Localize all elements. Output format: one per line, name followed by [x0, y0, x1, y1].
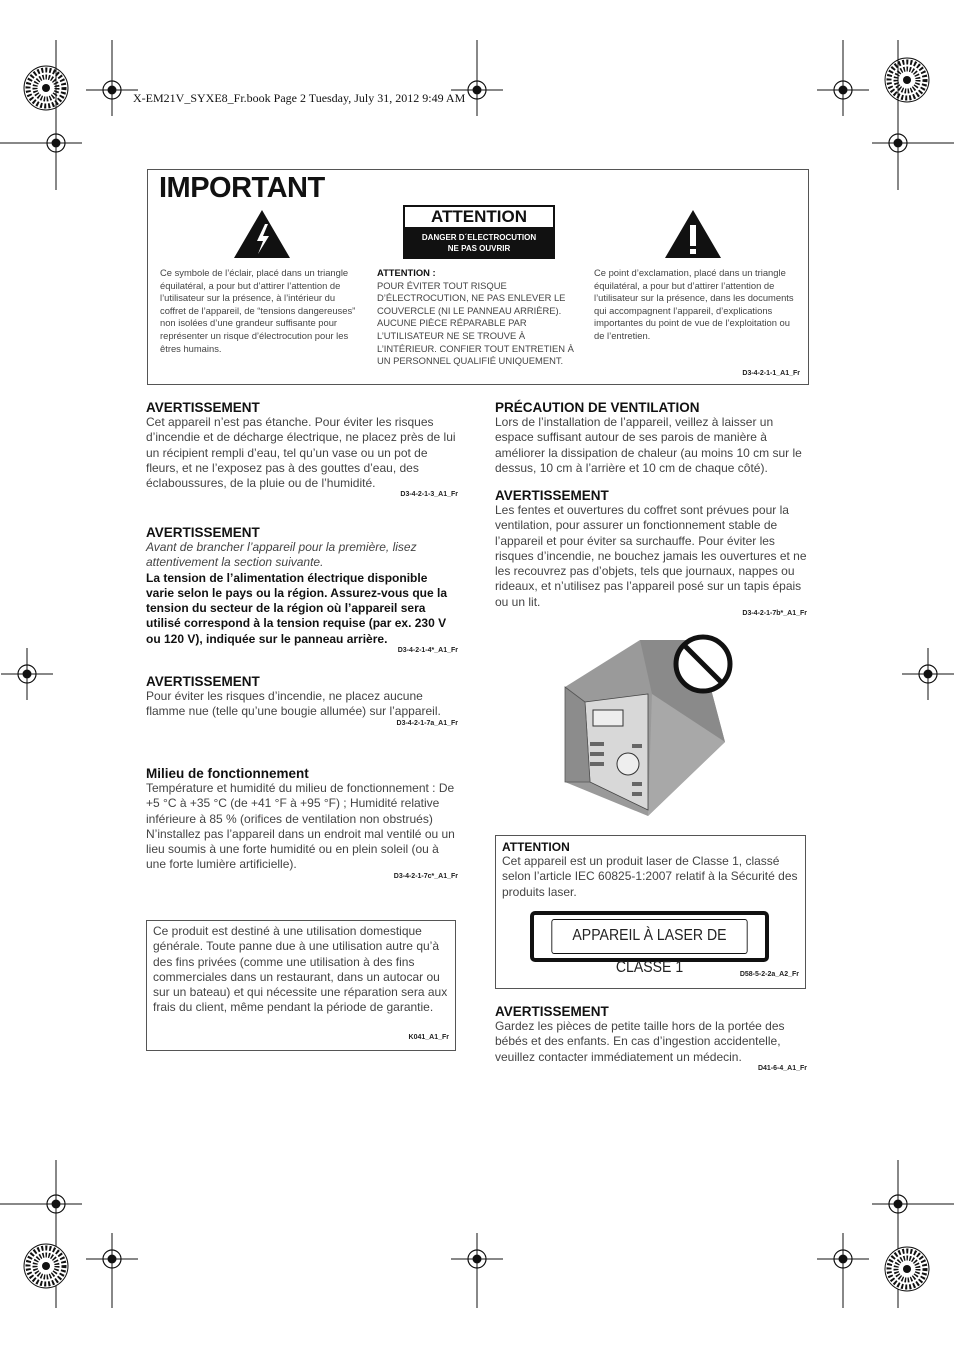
important-title: IMPORTANT — [159, 172, 325, 204]
attention-explanation — [377, 267, 579, 368]
important-box — [147, 169, 809, 385]
exclamation-warning-icon — [663, 208, 723, 260]
section-avertissement-openings — [495, 488, 807, 617]
section-avertissement-flame — [146, 674, 458, 727]
domestic-use-box — [146, 920, 456, 1051]
section-bold-text: La tension de l’alimentation électrique disponible varie selon le pays ou la région. Assurez-vous que la tension du secteur de la région où l’appareil sera utilisé correspond à la tension requise (par ex. 230 V ou 120 V), indiquée sur le panneau arrière. — [146, 570, 447, 646]
doc-code: D41-6-4_A1_Fr — [757, 1064, 807, 1072]
covered-device-illustration — [560, 632, 740, 820]
attention-danger-label: DANGER D´ELECTROCUTION NE PAS OUVRIR — [403, 229, 555, 259]
lightning-explanation: Ce symbole de l’éclair, placé dans un triangle équilatéral, a pour but d’attirer l’attention de l’utilisateur sur la présence, à l’intérieur du coffret de l’appareil, de “tensions dangereuses” non isolées d’une grandeur suffisante pour représenter un risque d’électrocution pour les êtres humains. — [160, 267, 356, 354]
section-heading: AVERTISSEMENT — [495, 488, 609, 503]
doc-code: D3-4-2-1-7b*_A1_Fr — [742, 610, 807, 618]
attention-text: POUR ÉVITER TOUT RISQUE D’ÉLECTROCUTION, NE PAS ENLEVER LE COUVERCLE (NI LE PANNEAU ARRIÈRE). AUCUNE PIÈCE RÉPARABLE PAR L’UTILISATEUR NE SE TROUVE À L’INTÉRIEUR. CONFIER TOUT ENTRETIEN À UN PERSONNEL QUALIFIÉ UNIQUEMENT. — [377, 279, 574, 367]
section-avertissement-water — [146, 400, 458, 498]
laser-class-label — [530, 911, 769, 976]
section-text: Température et humidité du milieu de fonctionnement : De +5 °C à +35 °C (de +41 °F à +95 °F) ; Humidité relative inférieure à 85 % (orifices de ventilation non obstrués) — [146, 781, 455, 826]
section-heading: PRÉCAUTION DE VENTILATION — [495, 400, 700, 415]
section-heading: AVERTISSEMENT — [146, 674, 260, 689]
section-avertissement-small-parts — [495, 1004, 807, 1072]
laser-heading: ATTENTION — [502, 840, 570, 854]
exclamation-explanation: Ce point d’exclamation, placé dans un triangle équilatéral, a pour but d’attirer l’attention de l’utilisateur sur la présence, dans les documents qui accompagnent l’appareil, d’explications importantes du point de vue de l’exploitation ou de l’entretien. — [594, 267, 794, 341]
box-text: Ce produit est destiné à une utilisation domestique générale. Toute panne due à une utilisation autre qu’à des fins privées (comme une utilisation à des fins commerciales dans un restaurant, dans un autocar ou sur un bateau) et qui nécessite une réparation sera aux frais du client, même pendant la période de garantie. — [153, 924, 448, 1015]
section-text: Gardez les pièces de petite taille hors de la portée des bébés et des enfants. En cas d’ingestion accidentelle, veuillez contacter immédiatement un médecin. — [495, 1019, 785, 1064]
section-heading: Milieu de fonctionnement — [146, 766, 309, 781]
doc-code: D58-5-2-2a_A2_Fr — [739, 971, 799, 978]
doc-code: D3-4-2-1-4*_A1_Fr — [397, 647, 458, 655]
doc-code: D3-4-2-1-3_A1_Fr — [400, 491, 458, 499]
section-text: Les fentes et ouvertures du coffret sont prévues pour la ventilation, pour assurer un fonctionnement stable de l’appareil et pour éviter sa surchauffe. Pour éviter les risques d’incendie, ne bouchez jamais les ouvertures et ne les recouvrez pas d’objets, tels que journaux, nappes ou rideaux, et n’utilisez pas l’appareil posé sur un tapis épais ou un lit. — [495, 503, 807, 609]
section-heading: AVERTISSEMENT — [495, 1004, 609, 1019]
laser-text: Cet appareil est un produit laser de Classe 1, classé selon l’article IEC 60825-1:2007 relatif à la Sécurité des produits laser. — [502, 854, 798, 899]
print-header: X-EM21V_SYXE8_Fr.book Page 2 Tuesday, July 31, 2012 9:49 AM — [133, 91, 466, 105]
section-text: Cet appareil n’est pas étanche. Pour éviter les risques d’incendie et de décharge électrique, ne placez près de lui un récipient rempli d’eau, tel qu’un vase ou un pot de fleurs, et ne l’exposez pas à des gouttes d’eau, des éclaboussures, de la pluie ou de l’humidité. — [146, 415, 456, 491]
section-text: Pour éviter les risques d’incendie, ne placez aucune flamme nue (telle qu’une bougie allumée) sur l’appareil. — [146, 689, 441, 719]
section-ventilation — [495, 400, 807, 476]
doc-code: D3-4-2-1-7a_A1_Fr — [396, 719, 458, 727]
section-heading: AVERTISSEMENT — [146, 525, 260, 540]
section-operating-environment — [146, 766, 458, 880]
section-italic-text: Avant de brancher l’appareil pour la première, lisez attentivement la section suivante. — [146, 540, 417, 570]
doc-code: D3-4-2-1-7c*_A1_Fr — [393, 872, 458, 880]
attention-label: ATTENTION — [403, 205, 555, 229]
lightning-warning-icon — [232, 208, 292, 260]
doc-code: K041_A1_Fr — [408, 1034, 449, 1041]
section-avertissement-voltage — [146, 525, 458, 654]
section-text: Lors de l’installation de l’appareil, veillez à laisser un espace suffisant autour de ses parois de manière à améliorer la dissipation de chaleur (au moins 10 cm sur le dessus, 10 cm à l’arrière et 10 cm de chaque côté). — [495, 415, 802, 475]
laser-class-label-text: APPAREIL À LASER DE CLASSE 1 — [551, 919, 747, 954]
attention-heading: ATTENTION : — [377, 267, 436, 278]
section-heading: AVERTISSEMENT — [146, 400, 260, 415]
section-text-2: N’installez pas l’appareil dans un endroit mal ventilé ou un lieu soumis à une forte humidité ou en plein soleil (ou à une forte lumière artificielle). — [146, 826, 455, 872]
doc-code: D3-4-2-1-1_A1_Fr — [742, 370, 800, 377]
